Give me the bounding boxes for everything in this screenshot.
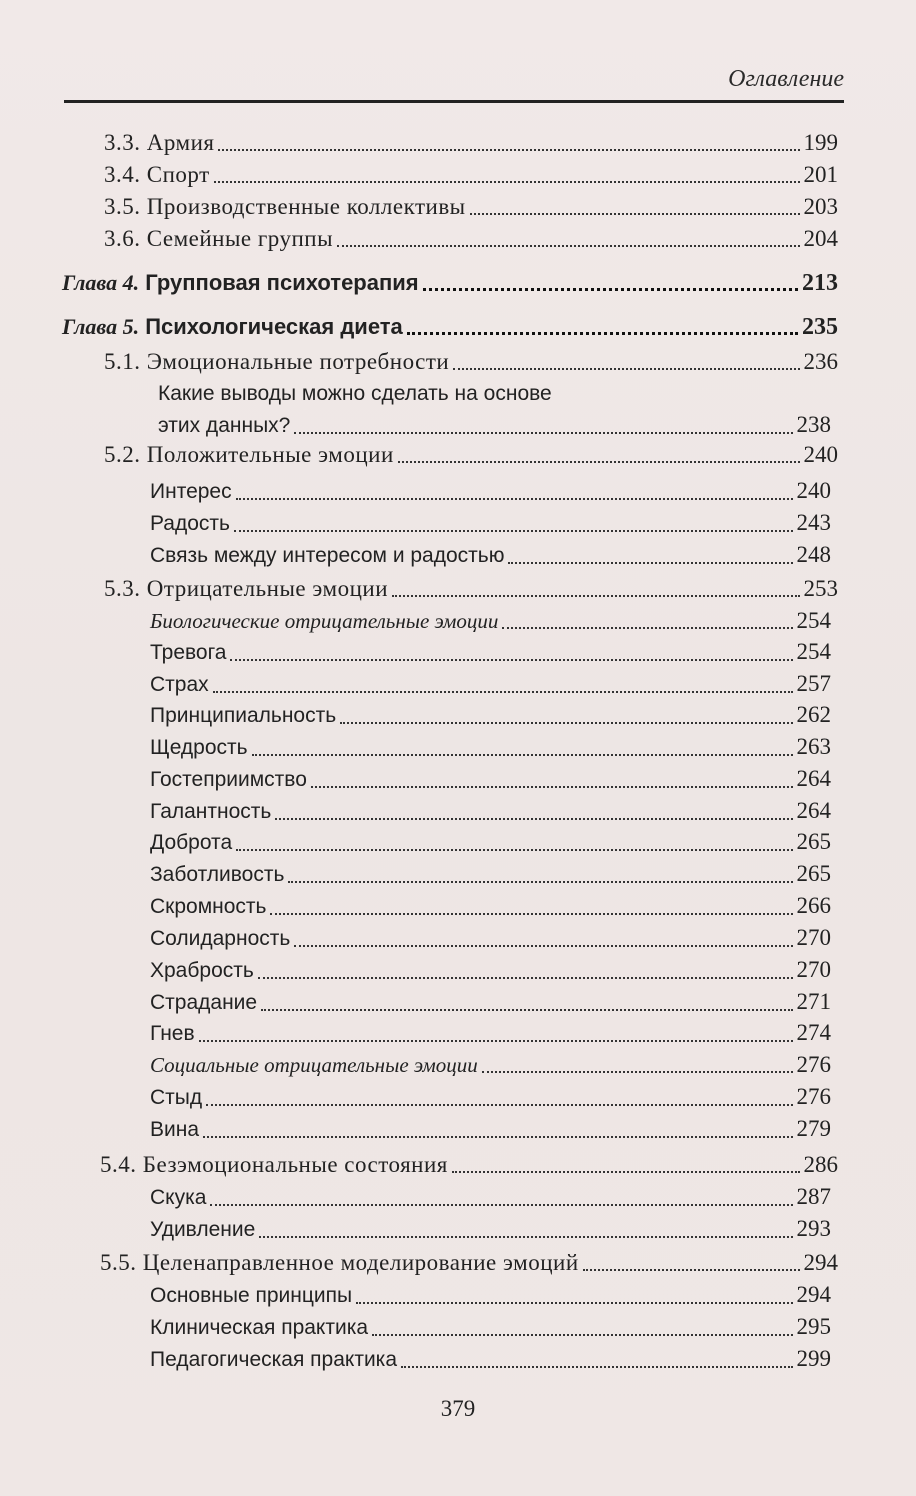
dot-leader — [236, 497, 793, 500]
toc-page-number: 199 — [803, 130, 838, 155]
toc-page-number: 286 — [803, 1152, 838, 1177]
chapter-label: Глава 5. — [62, 314, 140, 339]
toc-entry[interactable] — [150, 732, 831, 763]
toc-page-number: 204 — [803, 226, 838, 251]
dot-leader — [275, 817, 792, 820]
toc-entry-title: Гостеприимство — [150, 768, 307, 791]
toc-section-title — [104, 440, 394, 470]
toc-page-number: 294 — [796, 1282, 831, 1307]
dot-leader — [356, 1301, 792, 1304]
toc-page-number: 236 — [803, 349, 838, 374]
toc-entry-title: Храбрость — [150, 959, 254, 982]
toc-entry[interactable] — [150, 540, 831, 571]
toc-page-number: 270 — [796, 925, 831, 950]
dot-leader — [199, 1039, 793, 1042]
toc-page-number: 263 — [796, 734, 831, 759]
toc-chapter-entry[interactable] — [62, 268, 838, 298]
toc-section-entry[interactable] — [104, 128, 838, 158]
toc-entry[interactable] — [150, 1312, 831, 1343]
toc-entry-title: Доброта — [150, 831, 233, 854]
dot-leader — [218, 148, 799, 151]
dot-leader — [452, 1170, 800, 1173]
toc-entry-multiline-line1: Какие выводы можно сделать на основе — [158, 382, 552, 405]
toc-page-number: 201 — [803, 162, 838, 187]
running-header: Оглавление — [728, 66, 844, 92]
dot-leader — [470, 212, 800, 215]
dot-leader — [203, 1135, 792, 1138]
toc-section-entry[interactable] — [104, 440, 838, 470]
dot-leader — [401, 1365, 793, 1368]
toc-page-number: 287 — [796, 1184, 831, 1209]
toc-section-title — [100, 1248, 579, 1278]
toc-page-number: 295 — [796, 1314, 831, 1339]
toc-section-title — [104, 192, 466, 222]
toc-entry-title: Страх — [150, 673, 209, 696]
toc-entry[interactable] — [150, 476, 831, 507]
section-name: Спорт — [146, 162, 210, 187]
header-rule — [64, 100, 844, 103]
toc-entry-title: Заботливость — [150, 863, 285, 886]
toc-page-number: 265 — [796, 829, 831, 854]
dot-leader — [230, 658, 792, 661]
section-number: 5.1. — [104, 349, 141, 374]
section-name: Производственные коллективы — [146, 194, 466, 219]
toc-entry[interactable] — [150, 1344, 831, 1375]
toc-entry[interactable] — [158, 410, 831, 441]
toc-page-number: 270 — [796, 957, 831, 982]
toc-entry-title: этих данных? — [158, 414, 291, 437]
toc-page-number: 294 — [803, 1250, 838, 1275]
toc-section-title — [104, 574, 388, 604]
section-name: Армия — [146, 130, 215, 155]
toc-entry[interactable] — [150, 955, 831, 986]
toc-page-number: 243 — [796, 510, 831, 535]
dot-leader — [294, 431, 792, 434]
toc-page-number: 213 — [802, 270, 838, 296]
toc-entry-title: Клиническая практика — [150, 1316, 369, 1339]
toc-page-number: 265 — [796, 861, 831, 886]
section-number: 3.3. — [104, 130, 141, 155]
toc-page-number: 264 — [796, 798, 831, 823]
chapter-label: Глава 4. — [62, 270, 140, 295]
toc-page-number: 274 — [796, 1020, 831, 1045]
section-name: Семейные группы — [146, 226, 334, 251]
section-number: 3.5. — [104, 194, 141, 219]
toc-page-number: 240 — [796, 478, 831, 503]
toc-chapter-title — [62, 312, 403, 342]
toc-entry[interactable] — [150, 1280, 831, 1311]
toc-entry[interactable] — [150, 923, 831, 954]
toc-entry-title: Скука — [150, 1186, 207, 1209]
toc-page-number: 254 — [796, 608, 831, 633]
dot-leader — [398, 460, 800, 463]
toc-entry-title: Страдание — [150, 991, 258, 1014]
toc-entry-title: Связь между интересом и радостью — [150, 544, 505, 567]
dot-leader — [311, 785, 793, 788]
toc-section-entry[interactable] — [104, 347, 838, 377]
toc-entry[interactable] — [150, 1114, 831, 1145]
dot-leader — [583, 1268, 800, 1271]
dot-leader — [236, 848, 792, 851]
section-name: Эмоциональные потребности — [146, 349, 450, 374]
toc-section-entry[interactable] — [104, 574, 838, 604]
section-name: Положительные эмоции — [146, 442, 394, 467]
page-number: 379 — [440, 1396, 476, 1421]
section-number: 3.4. — [104, 162, 141, 187]
toc-page-number: 293 — [796, 1216, 831, 1241]
toc-chapter-entry[interactable] — [62, 312, 838, 342]
toc-page-number: 276 — [796, 1084, 831, 1109]
dot-leader — [423, 287, 798, 291]
toc-entry-title: Интерес — [150, 480, 232, 503]
toc-section-title — [100, 1150, 448, 1180]
dot-leader — [482, 1070, 793, 1073]
dot-leader — [213, 690, 793, 693]
dot-leader — [372, 1333, 792, 1336]
toc-page-number: 271 — [796, 989, 831, 1014]
dot-leader — [261, 1008, 792, 1011]
toc-entry[interactable] — [150, 1214, 831, 1245]
toc-page-number: 253 — [803, 576, 838, 601]
toc-page-number: 235 — [802, 314, 838, 340]
toc-entry-title: Социальные отрицательные эмоции — [150, 1053, 478, 1077]
dot-leader — [288, 880, 792, 883]
section-number: 5.5. — [100, 1250, 137, 1275]
dot-leader — [206, 1103, 792, 1106]
toc-entry[interactable] — [150, 637, 831, 668]
toc-entry[interactable] — [150, 796, 831, 827]
toc-entry-title: Радость — [150, 512, 230, 535]
toc-page-number: 279 — [796, 1116, 831, 1141]
dot-leader — [270, 912, 792, 915]
toc-entry[interactable] — [150, 891, 831, 922]
toc-section-title — [104, 128, 214, 158]
chapter-name: Психологическая диета — [145, 314, 403, 339]
toc-page-number: 257 — [796, 671, 831, 696]
toc-page-number: 240 — [803, 442, 838, 467]
toc-entry[interactable] — [150, 987, 831, 1018]
toc-entry-title: Галантность — [150, 800, 272, 823]
toc-section-title — [104, 347, 449, 377]
toc-entry-title: Биологические отрицательные эмоции — [150, 609, 499, 633]
toc-entry[interactable] — [150, 859, 831, 890]
toc-section-title — [104, 160, 210, 190]
toc-section-entry[interactable] — [100, 1248, 838, 1278]
toc-entry[interactable] — [150, 1018, 831, 1049]
toc-entry[interactable] — [150, 606, 831, 636]
toc-entry-title: Стыд — [150, 1086, 203, 1109]
toc-entry-title: Гнев — [150, 1022, 195, 1045]
chapter-name: Групповая психотерапия — [145, 270, 419, 295]
toc-chapter-title — [62, 268, 419, 298]
section-name: Целенаправленное моделирование эмоций — [142, 1250, 579, 1275]
dot-leader — [340, 721, 792, 724]
toc-entry-title: Скромность — [150, 895, 267, 918]
dot-leader — [453, 367, 799, 370]
dot-leader — [234, 529, 793, 532]
toc-page-number: 203 — [803, 194, 838, 219]
section-number: 3.6. — [104, 226, 141, 251]
section-number: 5.3. — [104, 576, 141, 601]
toc-section-entry[interactable] — [104, 224, 838, 254]
section-number: 5.2. — [104, 442, 141, 467]
dot-leader — [502, 626, 792, 629]
toc-entry[interactable] — [150, 827, 831, 858]
toc-entry-title: Щедрость — [150, 736, 248, 759]
toc-section-entry[interactable] — [104, 192, 838, 222]
dot-leader — [337, 244, 799, 247]
toc-entry[interactable] — [150, 764, 831, 795]
section-number: 5.4. — [100, 1152, 137, 1177]
toc-entry-title: Солидарность — [150, 927, 291, 950]
toc-entry[interactable] — [150, 1082, 831, 1113]
toc-page-number: 248 — [796, 542, 831, 567]
toc-entry-title: Тревога — [150, 641, 227, 664]
toc-entry-title: Удивление — [150, 1218, 256, 1241]
toc-entry[interactable] — [150, 508, 831, 539]
section-name: Отрицательные эмоции — [146, 576, 389, 601]
toc-page-number: 238 — [796, 412, 831, 437]
toc-entry-title: Принципиальность — [150, 704, 337, 727]
toc-entry[interactable] — [150, 1182, 831, 1213]
toc-section-entry[interactable] — [100, 1150, 838, 1180]
toc-page-number: 299 — [796, 1346, 831, 1371]
section-name: Безэмоциональные состояния — [142, 1152, 448, 1177]
toc-page-number: 254 — [796, 639, 831, 664]
toc-page-number: 266 — [796, 893, 831, 918]
toc-page-number: 276 — [796, 1052, 831, 1077]
toc-entry[interactable] — [150, 700, 831, 731]
dot-leader — [252, 753, 793, 756]
toc-page-number: 264 — [796, 766, 831, 791]
toc-section-entry[interactable] — [104, 160, 838, 190]
toc-entry[interactable] — [150, 1050, 831, 1080]
dot-leader — [294, 944, 792, 947]
dot-leader — [214, 180, 800, 183]
dot-leader — [258, 976, 793, 979]
dot-leader — [407, 331, 798, 335]
dot-leader — [392, 594, 799, 597]
toc-entry-title: Основные принципы — [150, 1284, 353, 1307]
toc-section-title — [104, 224, 333, 254]
toc-entry-title: Вина — [150, 1118, 200, 1141]
dot-leader — [210, 1203, 792, 1206]
toc-page-number: 262 — [796, 702, 831, 727]
toc-entry[interactable] — [150, 669, 831, 700]
dot-leader — [259, 1235, 792, 1238]
dot-leader — [508, 561, 792, 564]
toc-entry-title: Педагогическая практика — [150, 1348, 397, 1371]
